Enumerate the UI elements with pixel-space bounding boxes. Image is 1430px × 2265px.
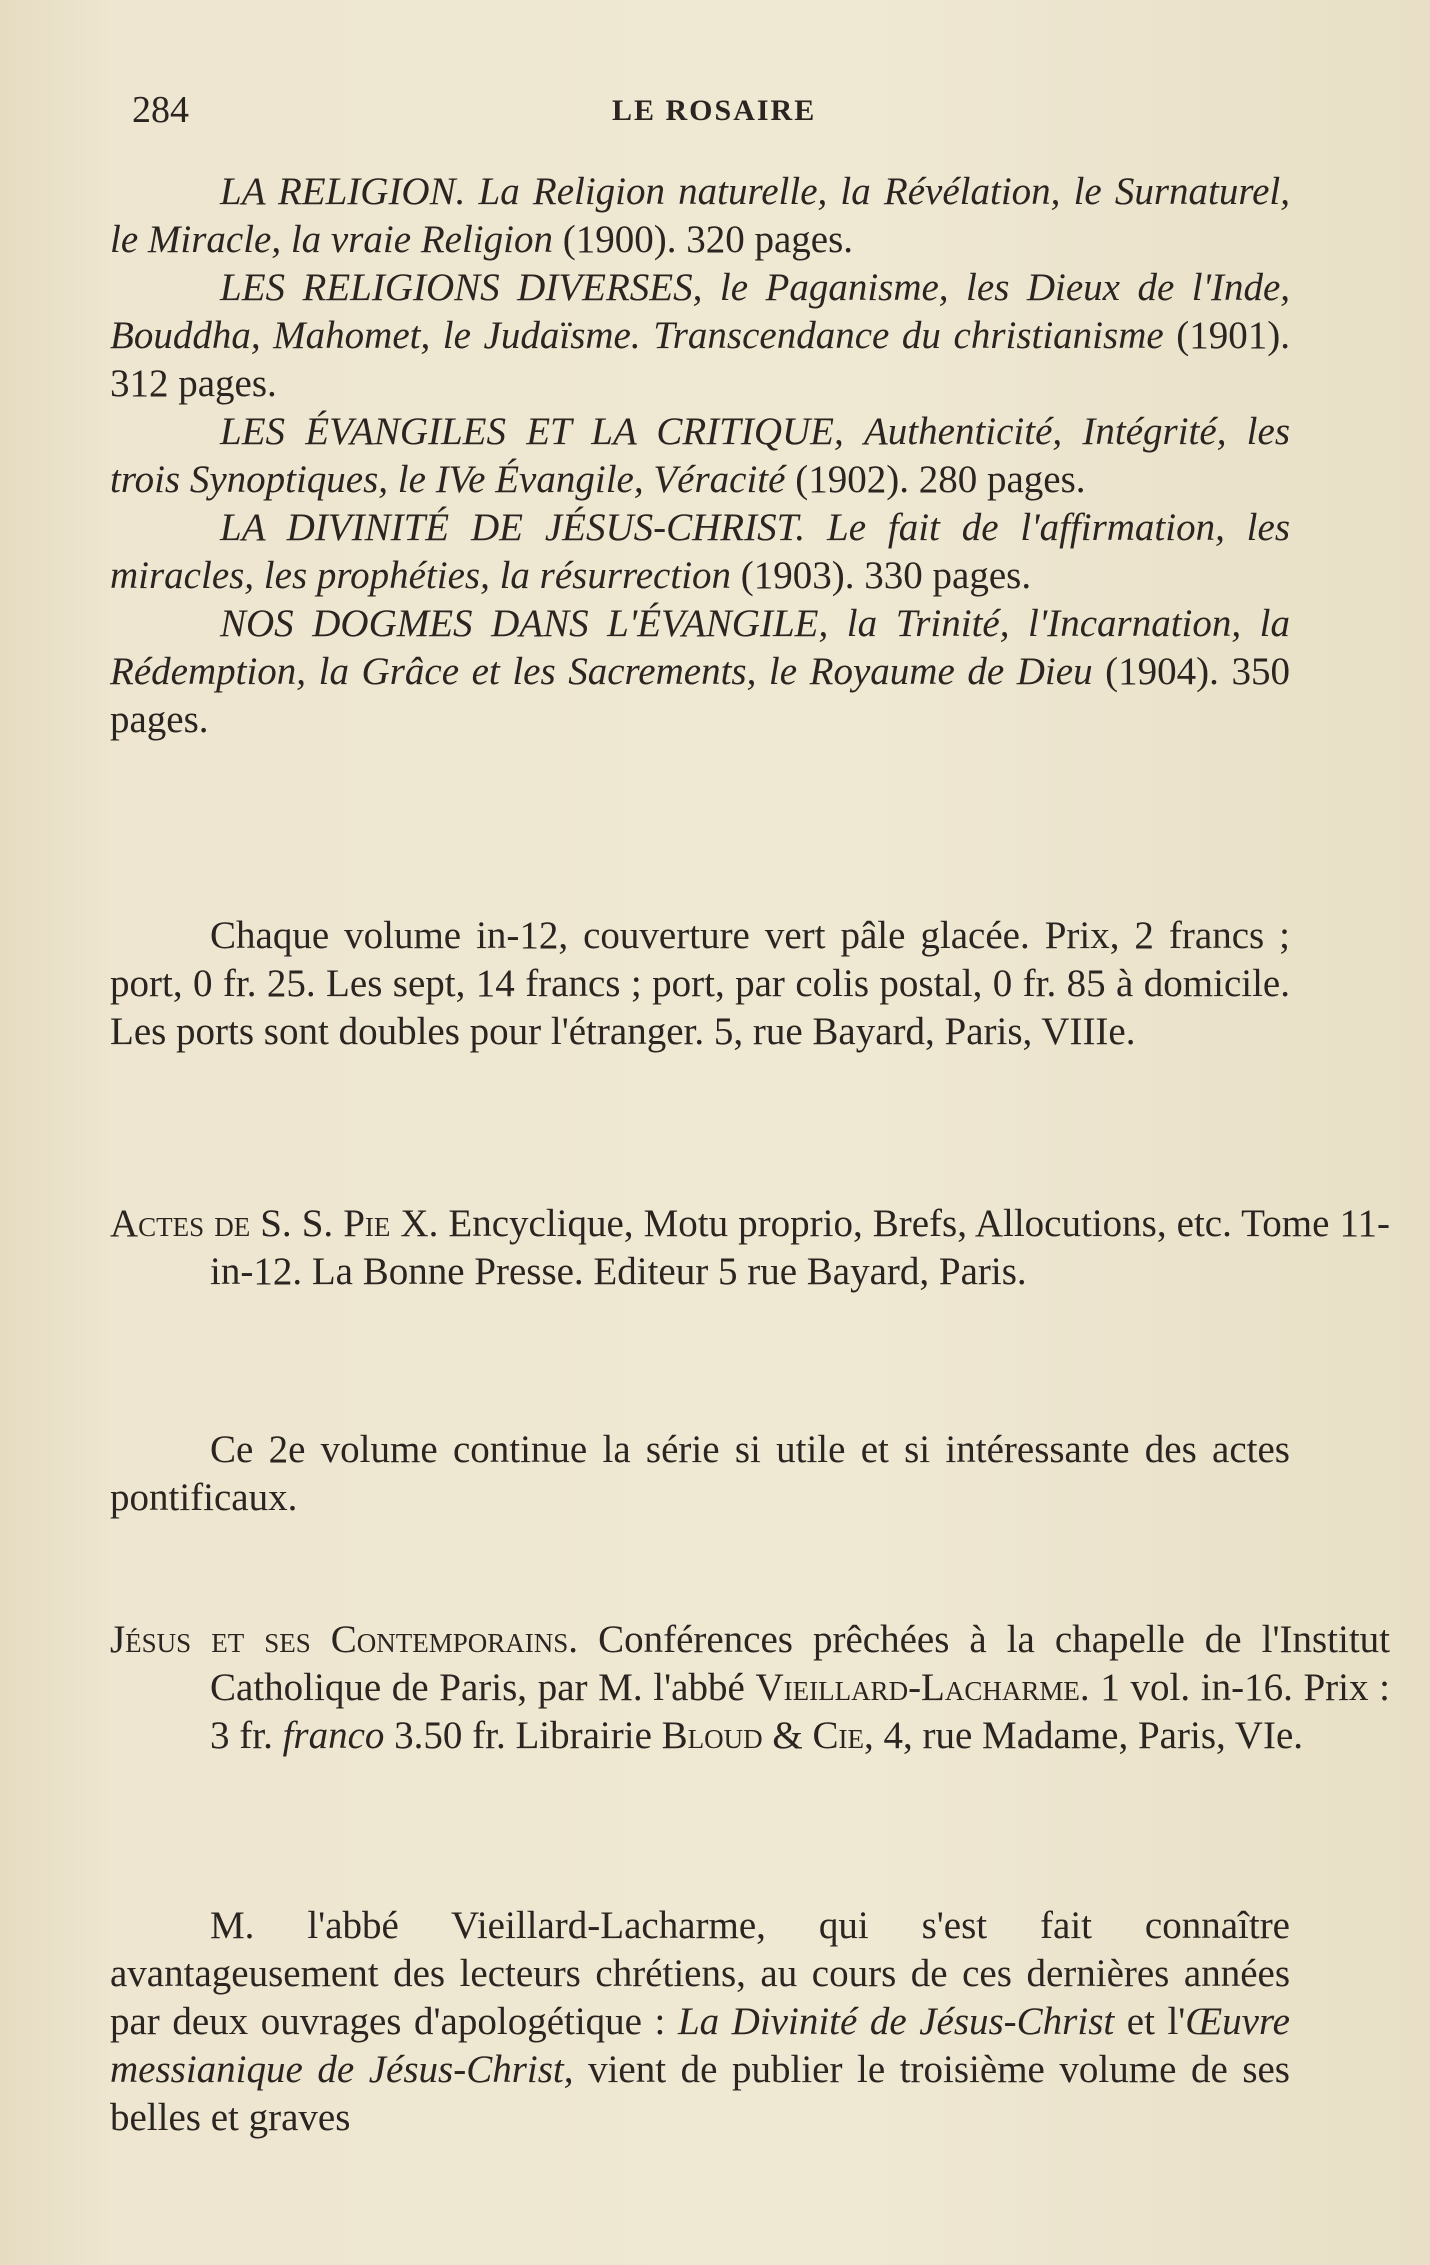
book-date: (1900).: [562, 218, 677, 261]
jesus-franco: franco: [282, 1714, 385, 1757]
jesus-body-1: Conférences prêchées à la chapelle de l'Institut Catholique de Paris, par M. l'abbé: [210, 1618, 1391, 1709]
book-description: La Religion naturelle, la Révélation, le Surnaturel, le Miracle, la vraie Religion: [110, 170, 1290, 261]
actes-note: Ce 2e volume continue la série si utile et si intéressante des actes pontificaux.: [110, 1428, 1290, 1519]
actes-body: Encyclique, Motu proprio, Brefs, Allocutions, etc. Tome 11-in-12. La Bonne Presse. Editeur 5 rue Bayard, Paris.: [210, 1202, 1390, 1293]
book-entry: [110, 408, 1290, 504]
book-list: [110, 168, 1290, 744]
book-title: LES ÉVANGILES ET LA CRITIQUE,: [220, 410, 844, 453]
jesus-body-2: 1 vol. in-16. Prix : 3 fr.: [210, 1666, 1391, 1757]
review-text-3: vient de publier le troisième volume de ses belles et graves: [110, 2048, 1290, 2139]
page-header: [132, 88, 1292, 138]
review-paragraph: [110, 1902, 1290, 2142]
jesus-body-3: 3.50 fr. Librairie: [394, 1714, 652, 1757]
actes-title: Actes de S. S. Pie X.: [110, 1202, 439, 1245]
jesus-author: Vieillard-Lacharme.: [755, 1666, 1090, 1709]
book-title: LES RELIGIONS DIVERSES,: [220, 266, 703, 309]
book-description: la Trinité, l'Incarnation, la Rédemption, la Grâce et les Sacrements, le Royaume de Dieu: [110, 602, 1291, 693]
book-pages: 320 pages.: [686, 218, 854, 261]
book-pages: 280 pages.: [918, 458, 1086, 501]
book-entry: [110, 168, 1290, 264]
book-date: (1901).: [1176, 314, 1290, 357]
review-work-1: La Divinité de Jésus-Christ: [677, 2000, 1115, 2043]
jesus-entry: [110, 1616, 1390, 1760]
actes-entry: [110, 1200, 1390, 1296]
book-entry: [110, 600, 1290, 744]
review-text-2: et l': [1126, 2000, 1186, 2043]
book-title: NOS DOGMES DANS L'ÉVANGILE,: [220, 602, 829, 645]
book-pages: 312 pages.: [110, 362, 277, 405]
book-pages: 330 pages.: [864, 554, 1032, 597]
jesus-body-4: 4, rue Madame, Paris, VIe.: [883, 1714, 1303, 1757]
running-title: LE ROSAIRE: [612, 94, 817, 127]
book-description: Authenticité, Intégrité, les trois Synoptiques, le IVe Évangile, Véracité: [110, 410, 1291, 501]
jesus-publisher: Bloud & Cie,: [661, 1714, 874, 1757]
book-title: LA DIVINITÉ DE JÉSUS-CHRIST.: [220, 506, 806, 549]
price-note: Chaque volume in-12, couverture vert pâle glacée. Prix, 2 francs ; port, 0 fr. 25. Les sept, 14 francs ; port, par colis postal, 0 fr. 85 à domicile. Les ports sont doubles pour l'étranger. 5, rue Bayard, Paris, VIIIe.: [110, 914, 1290, 1053]
book-date: (1902).: [795, 458, 909, 501]
book-entry: [110, 504, 1290, 600]
book-entry: [110, 264, 1290, 408]
review-work-2: Œuvre messianique de Jésus-Christ,: [110, 2000, 1290, 2091]
book-title: LA RELIGION.: [220, 170, 466, 213]
book-pages: 350 pages.: [110, 650, 1290, 741]
book-date: (1903).: [740, 554, 855, 597]
jesus-title: Jésus et ses Contemporains.: [110, 1618, 579, 1661]
book-description: Le fait de l'affirmation, les miracles, les prophéties, la résurrection: [110, 506, 1291, 597]
review-text-1: M. l'abbé Vieillard-Lacharme, qui s'est fait connaître avantageusement des lecteurs chrétiens, au cours de ces dernières années par deux ouvrages d'apologétique :: [110, 1904, 1290, 2043]
page-number: 284: [132, 89, 189, 131]
book-date: (1904).: [1105, 650, 1219, 693]
book-description: le Paganisme, les Dieux de l'Inde, Bouddha, Mahomet, le Judaïsme. Transcendance du christianisme: [110, 266, 1291, 357]
